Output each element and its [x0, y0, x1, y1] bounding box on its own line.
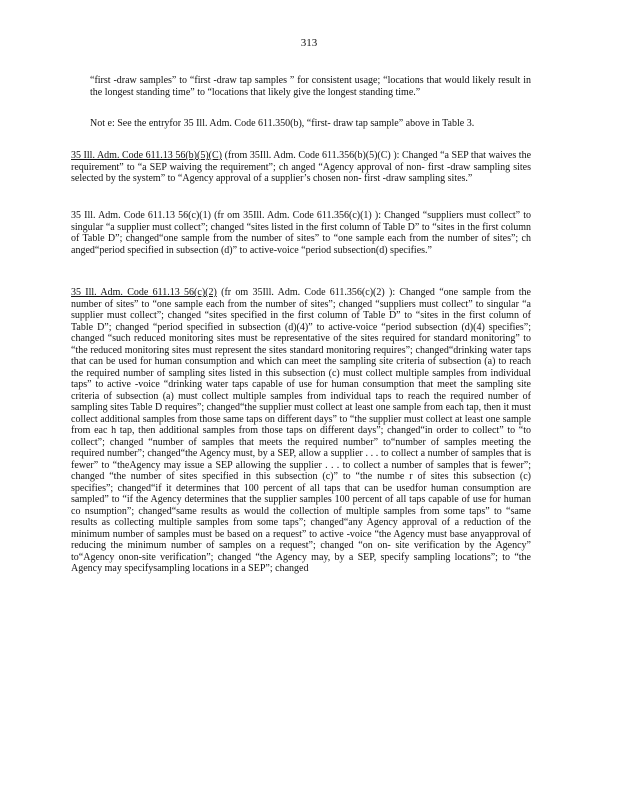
entry-body: (fr om 35Ill. Adm. Code 611.356(c)(1) ): Changed “suppliers must collect” to singular “a supplier must collect”; changed “sites listed in the first column of Table D” to “sites in the first column of Table D”; changed“one sample from the number of sites” to “one sample each from the number of sites”; ch anged“period specified in subsection (d)” to active-voice “period subsection(d) specifies.”: [71, 210, 531, 256]
entry-citation: 35 Ill. Adm. Code 611.13 56(b)(5)(C): [71, 150, 222, 161]
entry-611-1356-c-1: [71, 210, 531, 256]
entry-citation: 35 Ill. Adm. Code 611.13 56(c)(2): [71, 287, 217, 298]
entry-body: (fr om 35Ill. Adm. Code 611.356(c)(2) ): Changed “one sample from the number of sites” to “one sample each from the number of sites”; changed “suppliers must collect” to singular “a supplier must collect”; changed “sites specified in the first column of Table D” to “sites in the first column of Table D”; changed “period specified in subsection (d)(4)” to active-voice “period subsection (d)(4) specifies”; changed “such reduced monitoring sites must be representative of the sites required for standard monitoring” to “the reduced monitoring sites must represent the sites standard monitoring requires”; changed“drinking water taps that can be used for human consumption and which can meet the sampling site criteria of subsection (a) to reach the required number of sampling sites listed in this subsection (c) must collect multiple samples from individual taps” to active -voice “drinking water taps capable of use for human consumption that meet the sampling site criteria of subsection (a) must collect multiple samples from individual taps to reach the required number of sampling sites Table D requires”; changed“the supplier must collect at least one sample from each tap, then it must collect additional samples from those same taps on different days” to “the supplier must collect at least one sample from eac h tap, then additional samples from those taps on different days”; changed“in order to collect” to “to collect”; changed “number of samples that meets the required number” to“number of samples meeting the required number”; changed“the Agency must, by a SEP, allow a supplier . . . to collect a number of samples that is fewer” to “theAgency may issue a SEP allowing the supplier . . . to collect a number of samples that is fewer”; changed “the number of sites specified in this subsection (c)” to “the numbe r of sites this subsection (c) specifies”; changed“if it determines that 100 percent of all taps that can be usedfor human consumption are sampled” to “if the Agency determines that the supplier samples 100 percent of all taps capable of use for human co nsumption”; changed“same results as would the collection of multiple samples from some taps” to “same results as collecting multiple samples from some taps”; changed“any Agency approval of a reduction of the minimum number of samples must be based on a request” to active -voice “the Agency must base anyapproval of reducing the minimum number of samples on a request”; changed “on on- site verification by the Agency” to“Agency onon-site verification”; changed “the Agency may, by a SEP, specify sampling locations”; to “the Agency may specifysampling locations in a SEP”; changed: [71, 287, 531, 574]
entry-611-1356-c-2: [71, 287, 531, 575]
page-number: 313: [300, 37, 318, 49]
note-paragraph: Not e: See the entryfor 35 Ill. Adm. Code 611.350(b), “first- draw tap sample” above in Table 3.: [90, 118, 475, 129]
entry-citation: 35 Ill. Adm. Code 611.13 56(c)(1): [71, 210, 211, 221]
entry-body: (from 35Ill. Adm. Code 611.356(b)(5)(C) ): Changed “a SEP that waives the requirement” to “a SEP waiving the requirement”; ch anged “Agency approval of non- first -draw sampling sites selected by the system” to “Agency approval of a supplier’s chosen non- first -draw sampling sites.”: [71, 150, 532, 184]
entry-611-1356-b-5-C: [71, 150, 531, 185]
continuation-paragraph: “first -draw samples” to “first -draw tap samples ” for consistent usage; “locations that would likely result in the longest standing time” to “locations that likely give the longest standing time.”: [90, 75, 531, 98]
